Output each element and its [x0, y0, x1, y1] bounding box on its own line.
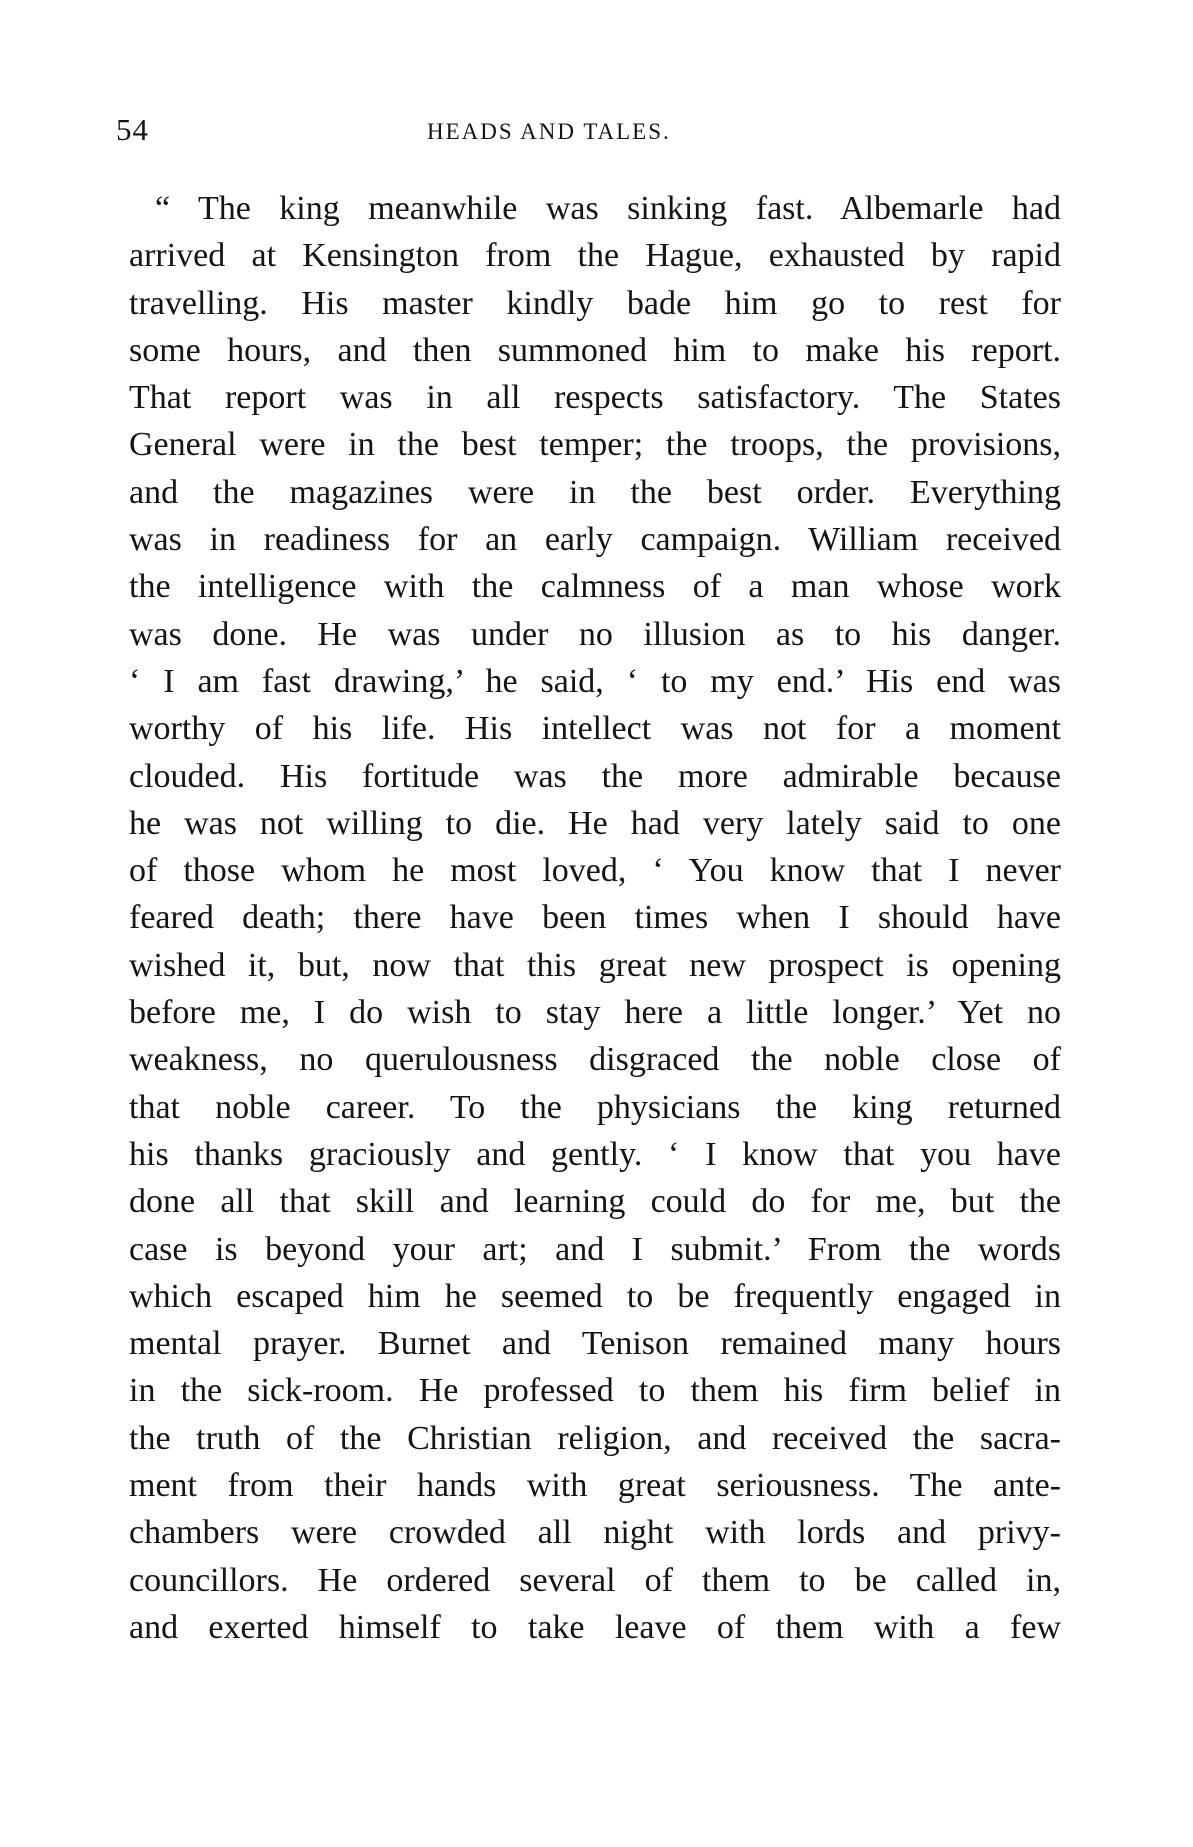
text-line: and exerted himself to take leave of them with a few: [129, 1608, 1061, 1646]
text-line: councillors. He ordered several of them to be called in,: [129, 1561, 1061, 1599]
text-line: he was not willing to die. He had very lately said to one: [129, 804, 1061, 842]
text-line: some hours, and then summoned him to make his report.: [129, 331, 1061, 369]
text-line: clouded. His fortitude was the more admirable because: [129, 757, 1061, 795]
body-text: [129, 185, 1061, 1651]
text-line: in the sick-room. He professed to them his firm belief in: [129, 1372, 1061, 1410]
text-line: “ The king meanwhile was sinking fast. Albemarle had: [155, 190, 1061, 227]
text-line: and the magazines were in the best order. Everything: [129, 473, 1061, 511]
text-line: arrived at Kensington from the Hague, exhausted by rapid: [129, 237, 1061, 275]
text-line: weakness, no querulousness disgraced the noble close of: [129, 1041, 1061, 1079]
text-line: his thanks graciously and gently. ‘ I know that you have: [129, 1135, 1061, 1173]
text-line: which escaped him he seemed to be frequently engaged in: [129, 1277, 1061, 1315]
text-line: before me, I do wish to stay here a little longer.’ Yet no: [129, 994, 1061, 1032]
text-line: feared death; there have been times when I should have: [129, 899, 1061, 937]
text-line: worthy of his life. His intellect was not for a moment: [129, 710, 1061, 748]
text-line: was in readiness for an early campaign. William received: [129, 521, 1061, 559]
text-line: wished it, but, now that this great new prospect is opening: [129, 946, 1061, 984]
text-line: mental prayer. Burnet and Tenison remained many hours: [129, 1325, 1061, 1363]
text-line: That report was in all respects satisfactory. The States: [129, 379, 1061, 417]
text-line: was done. He was under no illusion as to his danger.: [129, 615, 1061, 653]
text-line: ment from their hands with great seriousness. The ante-: [129, 1467, 1061, 1505]
running-title: HEADS AND TALES.: [427, 119, 671, 144]
text-line: travelling. His master kindly bade him go to rest for: [129, 284, 1061, 322]
text-line: chambers were crowded all night with lords and privy-: [129, 1514, 1061, 1552]
text-line: the intelligence with the calmness of a man whose work: [129, 568, 1061, 606]
text-line: done all that skill and learning could do for me, but the: [129, 1183, 1061, 1221]
text-line: case is beyond your art; and I submit.’ From the words: [129, 1230, 1061, 1268]
text-line: that noble career. To the physicians the king returned: [129, 1088, 1061, 1126]
text-line: of those whom he most loved, ‘ You know that I never: [129, 852, 1061, 890]
text-line: General were in the best temper; the troops, the provisions,: [129, 426, 1061, 464]
page-number: 54: [116, 112, 149, 147]
text-line: ‘ I am fast drawing,’ he said, ‘ to my end.’ His end was: [129, 662, 1061, 700]
text-line: the truth of the Christian religion, and received the sacra-: [129, 1419, 1061, 1457]
